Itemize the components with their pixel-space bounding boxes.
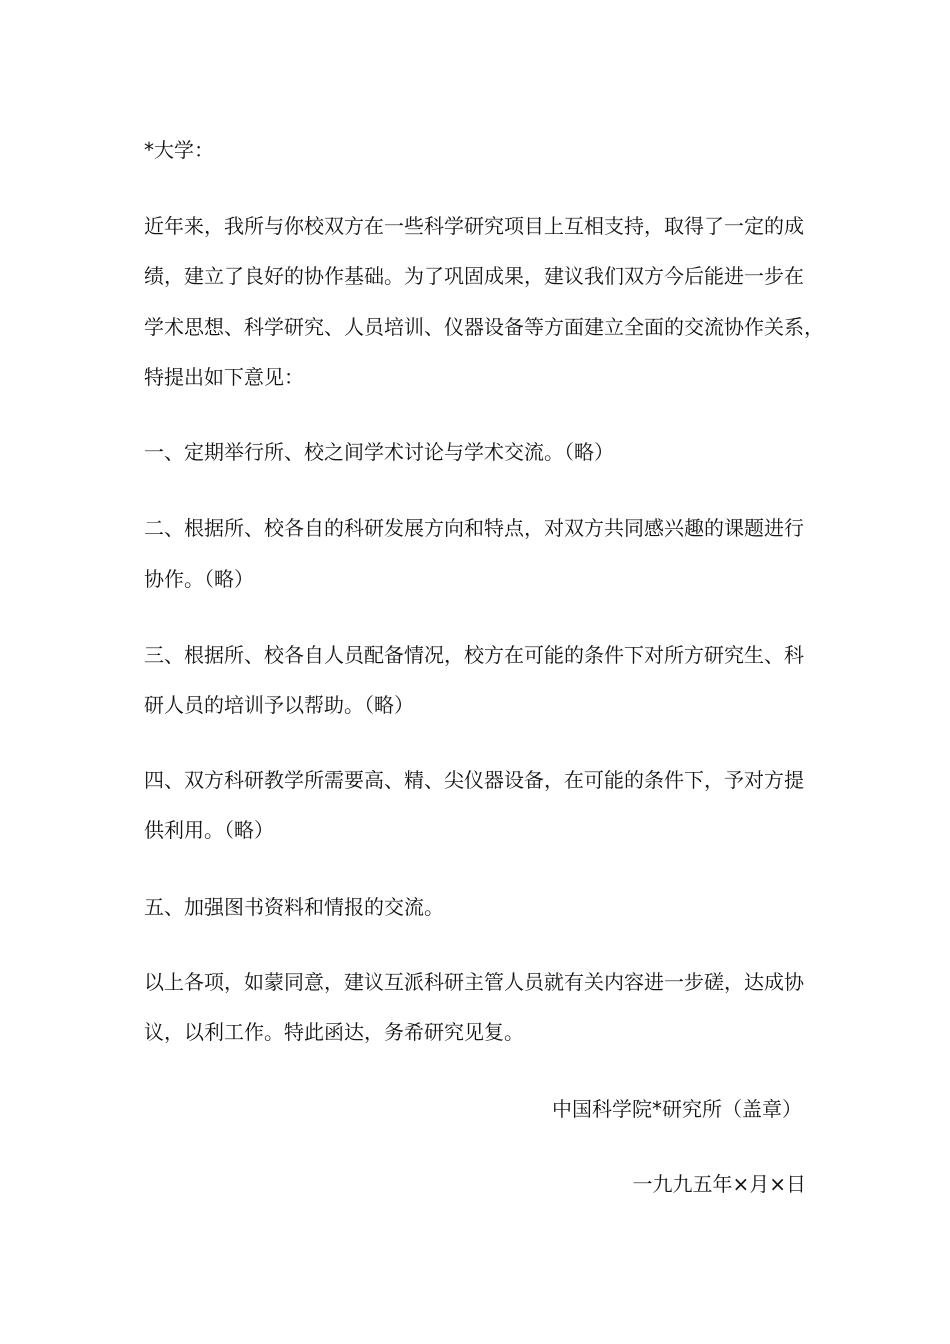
closing-line-1: 以上各项，如蒙同意，建议互派科研主管人员就有关内容进一步磋，达成协 bbox=[144, 970, 804, 994]
intro-line-3: 学术思想、科学研究、人员培训、仪器设备等方面建立全面的交流协作关系， bbox=[144, 315, 824, 339]
item-4-line-2: 供利用。（略） bbox=[144, 818, 274, 842]
item-4-line-1: 四、双方科研教学所需要高、精、尖仪器设备，在可能的条件下，予对方提 bbox=[144, 768, 804, 792]
intro-line-2: 绩，建立了良好的协作基础。为了巩固成果，建议我们双方今后能进一步在 bbox=[144, 264, 804, 288]
item-2-line-2: 协作。（略） bbox=[144, 567, 254, 591]
intro-line-1: 近年来，我所与你校双方在一些科学研究项目上互相支持，取得了一定的成 bbox=[144, 214, 804, 238]
item-5-line-1: 五、加强图书资料和情报的交流。 bbox=[144, 895, 444, 919]
closing-line-2: 议，以利工作。特此函达，务希研究见复。 bbox=[144, 1020, 524, 1044]
item-3-line-1: 三、根据所、校各自人员配备情况，校方在可能的条件下对所方研究生、科 bbox=[144, 643, 804, 667]
item-1-line-1: 一、定期举行所、校之间学术讨论与学术交流。（略） bbox=[144, 440, 614, 464]
item-3-line-2: 研人员的培训予以帮助。（略） bbox=[144, 693, 414, 717]
signature: 中国科学院*研究所（盖章） bbox=[552, 1097, 802, 1121]
intro-line-4: 特提出如下意见： bbox=[144, 365, 304, 389]
item-2-line-1: 二、根据所、校各自的科研发展方向和特点，对双方共同感兴趣的课题进行 bbox=[144, 516, 804, 540]
salutation: *大学： bbox=[144, 138, 214, 162]
letter-date: 一九九五年×月×日 bbox=[632, 1172, 806, 1196]
